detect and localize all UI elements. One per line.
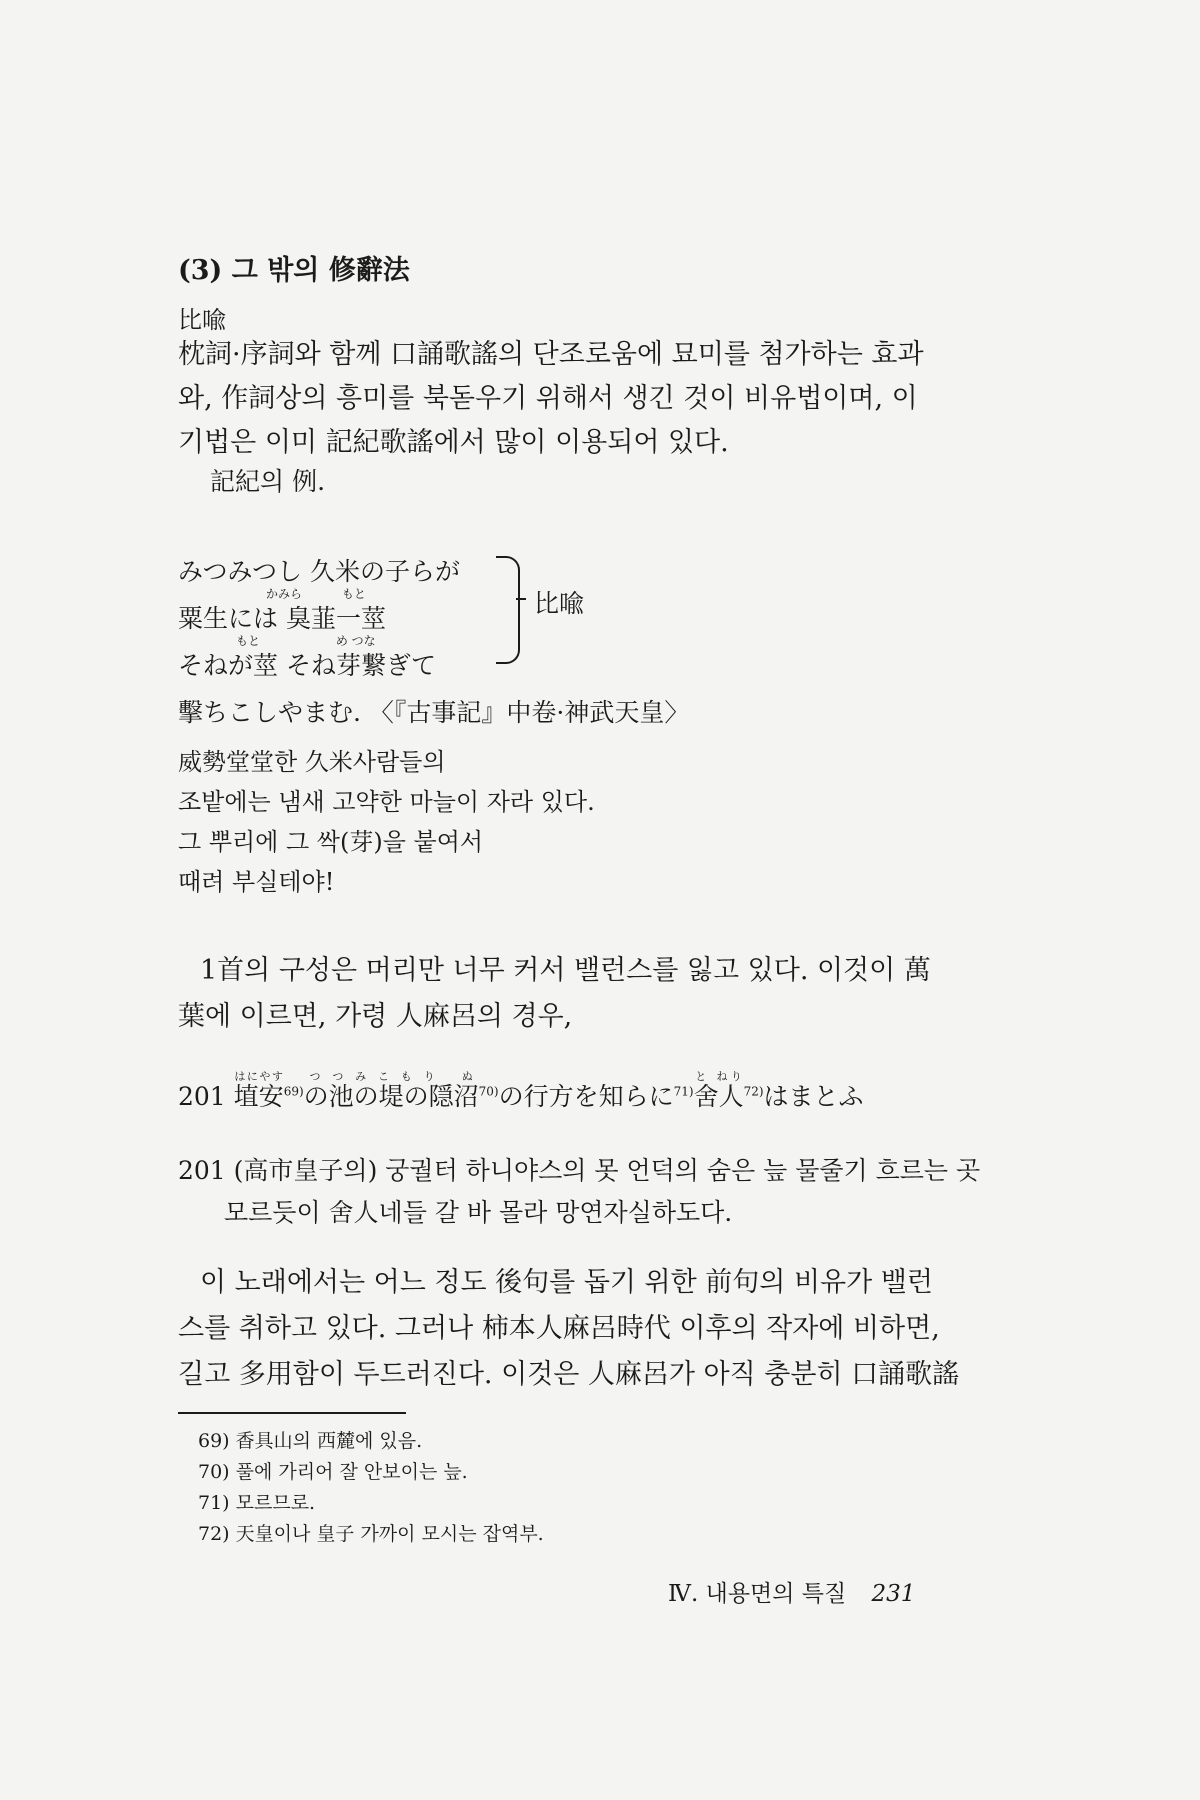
- body-paragraph-3: [178, 1260, 978, 1398]
- poem-line: みつみつし 久米の子らが: [178, 557, 460, 586]
- footnote-ref: 69): [283, 1084, 304, 1099]
- footnote-divider: [178, 1412, 406, 1414]
- example-number: 201: [178, 1156, 226, 1185]
- footnote-ref: 70): [478, 1084, 499, 1099]
- footnote: 71) 모르므로.: [198, 1492, 316, 1514]
- paragraph-line: 이 노래에서는 어느 정도 後句를 돕기 위한 前句의 비유가 밸런: [200, 1267, 933, 1298]
- body-paragraph-2: [178, 948, 978, 1040]
- paragraph-line: 枕詞·序詞와 함께 口誦歌謠의 단조로움에 묘미를 첨가하는 효과: [178, 339, 924, 370]
- translation-line: 조밭에는 냄새 고약한 마늘이 자라 있다.: [178, 788, 595, 816]
- paragraph-line: 葉에 이르면, 가령 人麻呂의 경우,: [178, 1001, 573, 1032]
- example-text: (高市皇子의) 궁궐터 하니야스의 못 언덕의 숨은 늪 물줄기 흐르는 곳: [233, 1156, 981, 1185]
- example-line: 모르듯이 舍人네들 갈 바 몰라 망연자실하도다.: [224, 1198, 733, 1227]
- page-number: 231: [871, 1581, 916, 1607]
- curly-brace: [496, 556, 520, 664]
- footnote-ref: 72): [743, 1084, 764, 1099]
- translation-line: 그 뿌리에 그 싹(芽)을 붙여서: [178, 828, 484, 856]
- furigana-moto: もと: [341, 587, 366, 601]
- example-line: [178, 1150, 981, 1192]
- furigana-moto: もと: [236, 634, 261, 648]
- paragraph-line: 스를 취하고 있다. 그러나 柿本人麻呂時代 이후의 작자에 비하면,: [178, 1313, 940, 1344]
- footnote: 72) 天皇이나 皇子 가까이 모시는 잡역부.: [198, 1523, 544, 1545]
- example-phrase: の池の堤の隠沼つつみこもり ぬ: [303, 1070, 479, 1111]
- japanese-example-201: [178, 1070, 978, 1113]
- paragraph-line: 1首의 구성은 머리만 너무 커서 밸런스를 잃고 있다. 이것이 萬: [200, 955, 931, 986]
- footnote-ref: 71): [673, 1084, 694, 1099]
- paragraph-line: 길고 多用함이 두드러진다. 이것은 人麻呂가 아직 충분히 口誦歌謠: [178, 1359, 960, 1390]
- translation-line: 때려 부실테야!: [178, 868, 335, 896]
- footnote: 70) 풀에 가리어 잘 안보이는 늪.: [198, 1461, 468, 1483]
- paragraph-line: 기법은 이미 記紀歌謠에서 많이 이용되어 있다.: [178, 427, 729, 458]
- example-phrase: はまとふ: [763, 1082, 864, 1111]
- furigana: [266, 585, 366, 602]
- translation-line: 威勢堂堂한 久米사람들의: [178, 748, 446, 776]
- section-heading: (3) 그 밖의 修辭法: [178, 255, 410, 286]
- running-footer: [668, 1575, 915, 1608]
- example-phrase: の行方を知らに: [498, 1082, 674, 1111]
- korean-example-201: [178, 1150, 981, 1234]
- body-paragraph-1: [178, 333, 978, 465]
- korean-translation: [178, 742, 978, 902]
- example-word: 舍人と ねり: [693, 1070, 744, 1111]
- furigana-metsuna: め つな: [335, 634, 376, 648]
- examples-label: 記紀의 例.: [210, 467, 326, 496]
- footnotes: [198, 1426, 998, 1550]
- example-number: 201: [178, 1082, 226, 1111]
- poem-line: 擊ちこしやまむ. 〈『古事記』中卷·神武天皇〉: [178, 698, 690, 727]
- poem-line: 粟生には 臭韮一莖: [178, 604, 386, 633]
- curly-brace-point: [516, 598, 526, 600]
- paragraph-line: 와, 作詞상의 흥미를 북돋우기 위해서 생긴 것이 비유법이며, 이: [178, 383, 918, 414]
- furigana-kamira: かみら: [266, 587, 303, 601]
- brace-label: 比喩: [534, 589, 585, 618]
- subheading: 比喩: [178, 306, 226, 334]
- footnote: 69) 香具山의 西麓에 있음.: [198, 1430, 423, 1452]
- furigana: [236, 632, 376, 649]
- chapter-title: Ⅳ. 내용면의 특질: [668, 1581, 847, 1607]
- poem-line: そねが莖 そね芽繋ぎて: [178, 651, 436, 680]
- example-word: 埴安はにやす: [233, 1070, 284, 1111]
